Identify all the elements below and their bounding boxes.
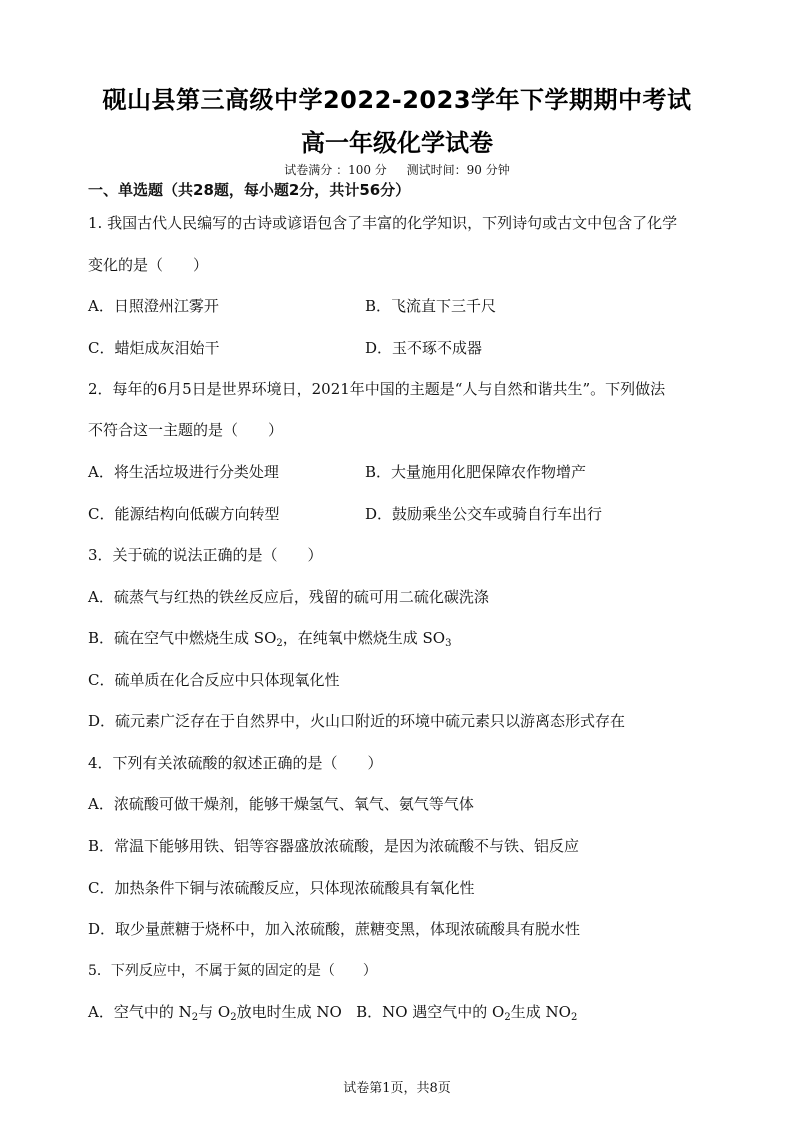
q2-option-d: D．鼓励乘坐公交车或骑自行车出行	[365, 505, 603, 523]
exam-title: 砚山县第三高级中学2022-2023学年下学期期中考试	[102, 86, 692, 114]
q4-option-b: B．常温下能够用铁、铝等容器盛放浓硫酸，是因为浓硫酸不与铁、铝反应	[88, 837, 580, 855]
q3-option-a: A．硫蒸气与红热的铁丝反应后，残留的硫可用二硫化碳洗涤	[88, 588, 489, 606]
q1-stem-line2: 变化的是（ ）	[88, 256, 209, 274]
q5-option-a: A．空气中的 $N_2$与 $O_2$放电时生成 NO	[88, 1003, 342, 1023]
q3-option-d: D．硫元素广泛存在于自然界中，火山口附近的环境中硫元素只以游离态形式存在	[88, 712, 626, 730]
section-title: 一、单选题（共28题，每小题2分，共计56分）	[88, 181, 411, 199]
full-score: 试卷满分 ：100 分	[284, 163, 387, 177]
q4-stem: 4．下列有关浓硫酸的叙述正确的是（ ）	[88, 754, 383, 772]
q3-option-c: C．硫单质在化合反应中只体现氧化性	[88, 671, 340, 689]
q4-option-c: C．加热条件下铜与浓硫酸反应，只体现浓硫酸具有氧化性	[88, 879, 475, 897]
q2-stem-line2: 不符合这一主题的是（ ）	[88, 421, 284, 439]
exam-subtitle: 高一年级化学试卷	[301, 129, 493, 157]
q1-option-d: D．玉不琢不成器	[365, 339, 483, 357]
q2-stem-line1: 2．每年的6月5日是世界环境日，2021年中国的主题是“人与自然和谐共生”。下列做法	[88, 380, 666, 398]
q1-option-b: B．飞流直下三千尺	[365, 297, 497, 315]
q1-option-a: A．日照澄州江雾开	[88, 297, 219, 315]
q1-option-c: C．蜡炬成灰泪始干	[88, 339, 220, 357]
q5-options	[88, 1001, 577, 1023]
q5-option-b: B．NO 遇空气中的 $O_2$生成 $NO_2$	[356, 1003, 578, 1023]
q4-option-d: D．取少量蔗糖于烧杯中，加入浓硫酸，蔗糖变黑，体现浓硫酸具有脱水性	[88, 920, 581, 938]
exam-meta	[0, 161, 794, 178]
q5-stem: 5．下列反应中，不属于氮的固定的是（ ）	[88, 963, 377, 979]
q3-stem: 3．关于硫的说法正确的是（ ）	[88, 546, 323, 564]
q4-option-a: A．浓硫酸可做干燥剂，能够干燥氢气、氧气、氨气等气体	[88, 795, 474, 813]
q1-stem-line1: 1. 我国古代人民编写的古诗或谚语包含了丰富的化学知识，下列诗句或古文中包含了化学	[88, 214, 678, 232]
q3-option-b: B．硫在空气中燃烧生成 $SO_2$，在纯氧中燃烧生成 $SO_3$	[88, 629, 452, 649]
page-footer: 试卷第1页，共8页	[343, 1081, 451, 1096]
q2-option-a: A．将生活垃圾进行分类处理	[88, 463, 279, 481]
q2-option-c: C．能源结构向低碳方向转型	[88, 505, 280, 523]
q2-option-b: B．大量施用化肥保障农作物增产	[365, 463, 587, 481]
test-time: 测试时间：90 分钟	[406, 163, 510, 177]
